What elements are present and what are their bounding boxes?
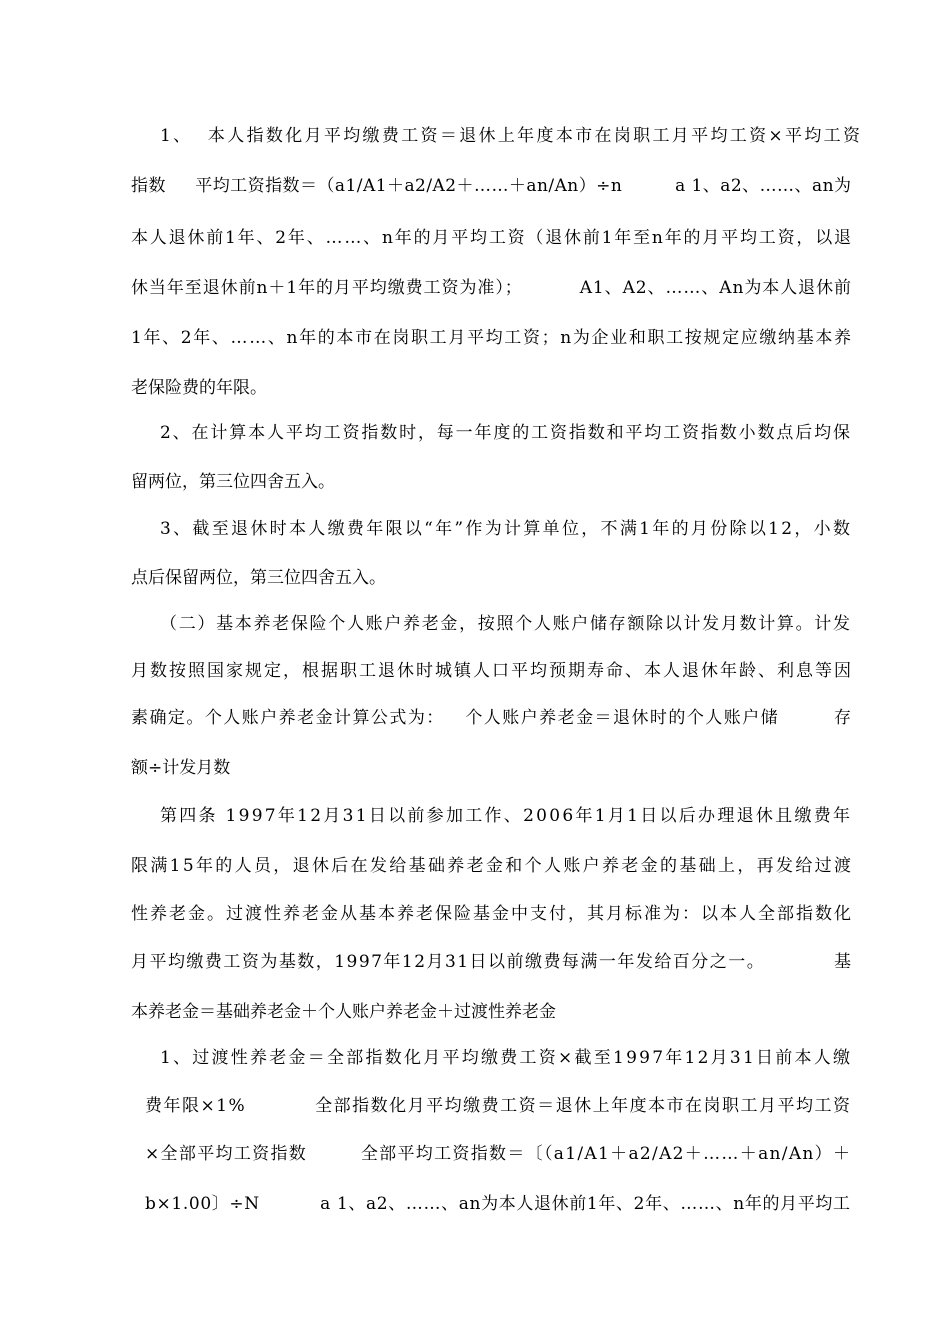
text-line: 3、截至退休时本人缴费年限以“年”作为计算单位，不满1年的月份除以12，小数: [160, 519, 853, 539]
text-line: 指数 平均工资指数＝（a1/A1＋a2/A2＋……＋an/An）÷n a 1、a2、……、an为: [131, 176, 852, 196]
text-line: 老保险费的年限。: [131, 378, 267, 398]
text-line: 额÷计发月数: [131, 758, 231, 778]
text-line: 第四条 1997年12月31日以前参加工作、2006年1月1日以后办理退休且缴费年: [160, 806, 853, 826]
text-line: 2、在计算本人平均工资指数时，每一年度的工资指数和平均工资指数小数点后均保: [160, 423, 852, 443]
text-line: b×1.00〕÷N a 1、a2、……、an为本人退休前1年、2年、……、n年的月平均工: [145, 1194, 851, 1214]
text-line: 月数按照国家规定，根据职工退休时城镇人口平均预期寿命、本人退休年龄、利息等因: [131, 661, 853, 681]
text-line: 本人退休前1年、2年、……、n年的月平均工资（退休前1年至n年的月平均工资，以退: [131, 228, 853, 248]
text-line: 素确定。个人账户养老金计算公式为： 个人账户养老金＝退休时的个人账户储 存: [131, 708, 853, 728]
text-line: （二）基本养老保险个人账户养老金，按照个人账户储存额除以计发月数计算。计发: [160, 614, 852, 634]
text-line: ×全部平均工资指数 全部平均工资指数＝〔（a1/A1＋a2/A2＋……＋an/An）＋: [145, 1144, 852, 1164]
text-line: 留两位，第三位四舍五入。: [131, 472, 335, 492]
text-line: 休当年至退休前n＋1年的月平均缴费工资为准）； A1、A2、……、An为本人退休前: [131, 278, 852, 298]
text-line: 限满15年的人员，退休后在发给基础养老金和个人账户养老金的基础上，再发给过渡: [131, 856, 854, 876]
text-line: 月平均缴费工资为基数，1997年12月31日以前缴费每满一年发给百分之一。 基: [131, 952, 853, 972]
text-line: 1、 本人指数化月平均缴费工资＝退休上年度本市在岗职工月平均工资×平均工资: [160, 126, 863, 146]
text-line: 本养老金＝基础养老金＋个人账户养老金＋过渡性养老金: [131, 1002, 556, 1022]
text-line: 1、过渡性养老金＝全部指数化月平均缴费工资×截至1997年12月31日前本人缴: [160, 1048, 853, 1068]
text-line: 性养老金。过渡性养老金从基本养老保险基金中支付，其月标准为：以本人全部指数化: [131, 904, 853, 924]
text-line: 1年、2年、……、n年的本市在岗职工月平均工资；n为企业和职工按规定应缴纳基本养: [131, 328, 853, 348]
text-line: 费年限×1% 全部指数化月平均缴费工资＝退休上年度本市在岗职工月平均工资: [145, 1096, 852, 1116]
text-line: 点后保留两位，第三位四舍五入。: [131, 568, 386, 588]
